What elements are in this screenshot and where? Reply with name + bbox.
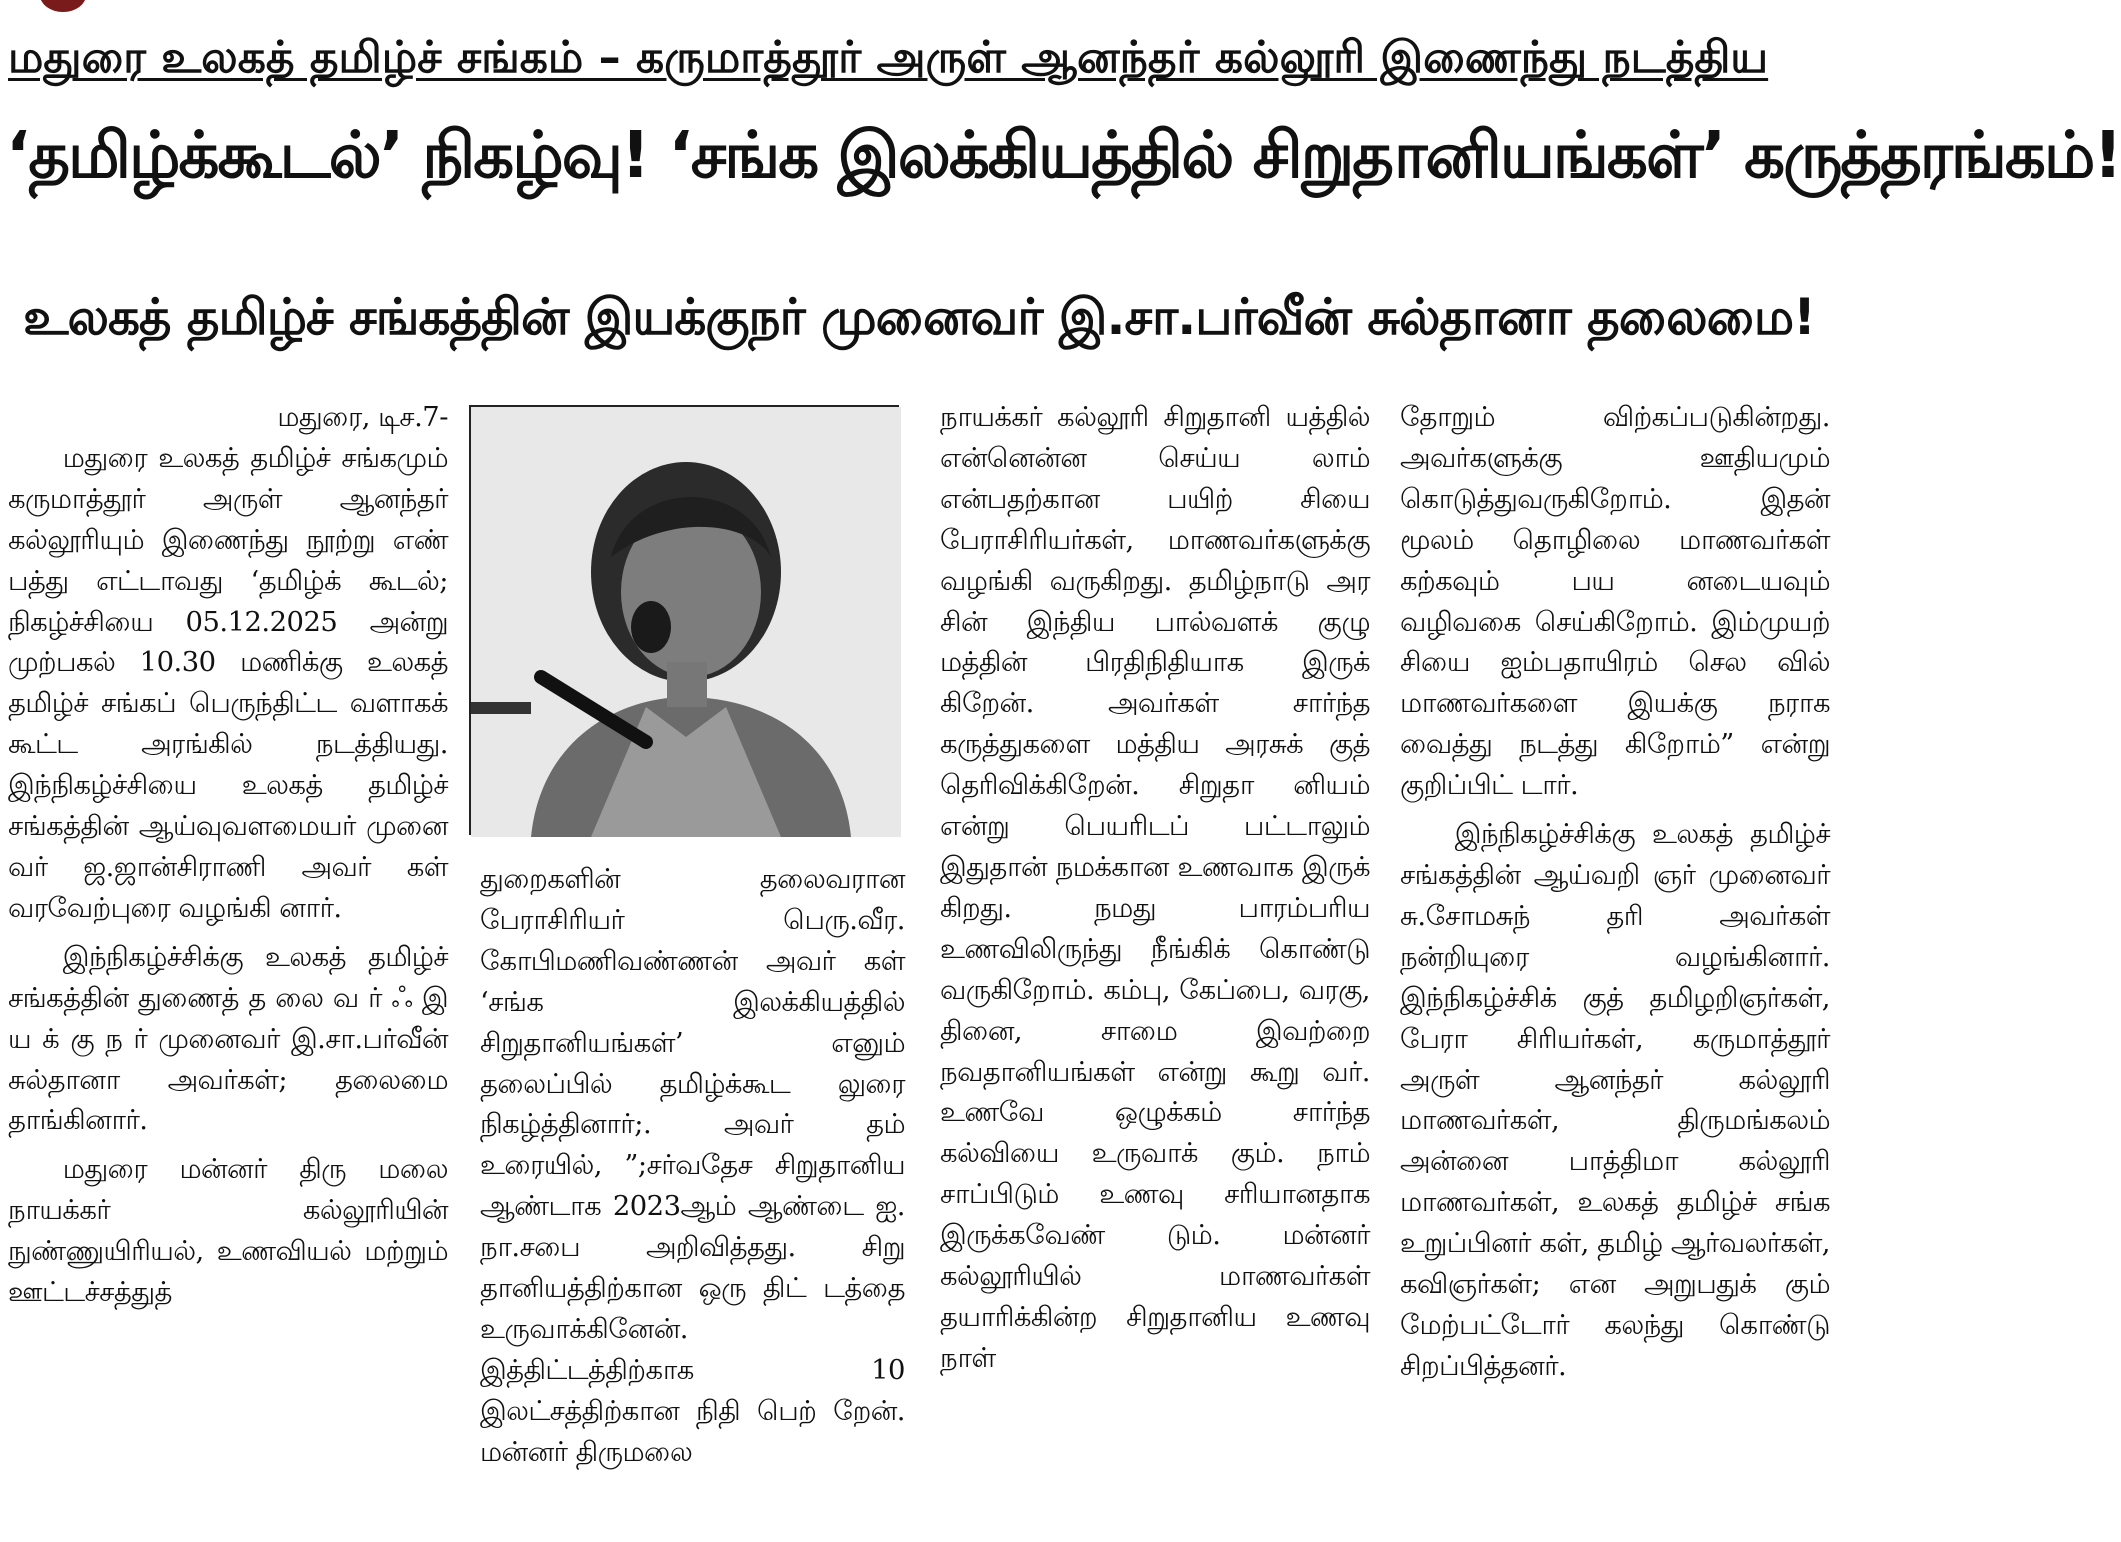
kicker-headline: மதுரை உலகத் தமிழ்ச் சங்கம் – கருமாத்தூர் அருள் ஆனந்தர் கல்லூரி இணைந்து நடத்திய [8, 32, 1769, 83]
paragraph: இந்நிகழ்ச்சிக்கு உலகத் தமிழ்ச் சங்கத்தின் ஆய்வறி ஞர் முனைவர் சு.சோமசுந் தரி அவர்கள் நன்றியுரை வழங்கினார். இந்நிகழ்ச்சிக் குத் தமிழறிஞர்கள், பேரா சிரியர்கள், கருமாத்தூர் அருள் ஆனந்தர் கல்லூரி மாணவர்கள், திருமங்கலம் அன்னை பாத்திமா கல்லூரி மாணவர்கள், உலகத் தமிழ்ச் சங்க உறுப்பினர் கள், தமிழ் ஆர்வலர்கள், கவிஞர்கள்; என அறுபதுக் கும் மேற்பட்டோர் கலந்து கொண்டு சிறப்பித்தனர். [1400, 819, 1830, 1382]
article-column-1 [8, 398, 448, 1322]
sub-headline: உலகத் தமிழ்ச் சங்கத்தின் இயக்குநர் முனைவர் இ.சா.பர்வீன் சுல்தானா தலைமை! [23, 288, 1815, 346]
paragraph: தோறும் விற்கப்படுகின்றது. அவர்களுக்கு ஊதியமும் கொடுத்துவருகிறோம். இதன் மூலம் தொழிலை மாணவர்கள் கற்கவும் பய னடையவும் வழிவகை செய்கிறோம். இம்முயற் சியை ஐம்பதாயிரம் செல வில் மாணவர்களை இயக்கு நராக வைத்து நடத்து கிறோம்” என்று குறிப்பிட் டார். [1400, 402, 1830, 802]
paragraph: இந்நிகழ்ச்சிக்கு உலகத் தமிழ்ச் சங்கத்தின் துணைத் த லை வ ர் ஃ இ ய க் கு ந ர் முனைவர் இ.சா.பர்வீன் சுல்தானா அவர்கள்; தலைமை தாங்கினார். [8, 941, 448, 1137]
paragraph: நாயக்கர் கல்லூரி சிறுதானி யத்தில் என்னென்ன செய்ய லாம் என்பதற்கான பயிற் சியை பேராசிரியர்கள், மாணவர்களுக்கு வழங்கி வருகிறது. தமிழ்நாடு அர சின் இந்திய பால்வளக் குழு மத்தின் பிரதிநிதியாக இருக் கிறேன். அவர்கள் சார்ந்த கருத்துகளை மத்திய அரசுக் குத் தெரிவிக்கிறேன். சிறுதா னியம் என்று பெயரிடப் பட்டாலும் இதுதான் நமக்கான உணவாக இருக் கிறது. நமது பாரம்பரிய உணவிலிருந்து நீங்கிக் கொண்டு வருகிறோம். கம்பு, கேப்பை, வரகு, தினை, சாமை இவற்றை நவதானியங்கள் என்று கூறு வர். உணவே ஒழுக்கம் சார்ந்த கல்வியை உருவாக் கும். நாம் சாப்பிடும் உணவு சரியானதாக இருக்கவேண் டும். மன்னர் கல்லூரியில் மாணவர்கள் தயாரிக்கின்ற சிறுதானிய உணவு நாள் [940, 402, 1370, 1374]
portrait-photo-icon [471, 407, 901, 837]
article-column-4 [1400, 398, 1830, 1396]
paragraph: துறைகளின் தலைவரான பேராசிரியர் பெரு.வீர. கோபிமணிவண்ணன் அவர் கள் ‘சங்க இலக்கியத்தில் சிறுதானியங்கள்’ எனும் தலைப்பில் தமிழ்க்கூட லுரை நிகழ்த்தினார்;. அவர் தம் உரையில், ”;சர்வதேச சிறுதானிய ஆண்டாக 2023ஆம் ஆண்டை ஐ. நா.சபை அறிவித்தது. சிறு தானியத்திற்கான ஒரு திட் டத்தை உருவாக்கினேன். இத்திட்டத்திற்காக 10 இலட்சத்திற்கான நிதி பெற் றேன். மன்னர் திருமலை [480, 864, 905, 1468]
dateline: மதுரை, டிச.7- [277, 402, 448, 433]
paragraph: மதுரை உலகத் தமிழ்ச் சங்கமும் கருமாத்தூர் அருள் ஆனந்தர் கல்லூரியும் இணைந்து நூற்று எண் பத்து எட்டாவது ‘தமிழ்க் கூடல்; நிகழ்ச்சியை 05.12.2025 அன்று முற்பகல் 10.30 மணிக்கு உலகத் தமிழ்ச் சங்கப் பெருந்திட்ட வளாகக் கூட்ட அரங்கில் நடத்தியது. இந்நிகழ்ச்சியை உலகத் தமிழ்ச் சங்கத்தின் ஆய்வுவளமையர் முனை வர் ஜ.ஜான்சிராணி அவர் கள் வரவேற்புரை வழங்கி னார். [8, 442, 448, 924]
paragraph: மதுரை மன்னர் திரு மலை நாயக்கர் கல்லூரியின் நுண்ணுயிரியல், உணவியல் மற்றும் ஊட்டச்சத்துத் [8, 1154, 448, 1309]
logo-icon [40, 0, 86, 12]
article-column-3 [940, 398, 1370, 1388]
main-headline: ‘தமிழ்க்கூடல்’ நிகழ்வு! ‘சங்க இலக்கியத்தில் சிறுதானியங்கள்’ கருத்தரங்கம்! [6, 119, 2121, 193]
portrait-photo [469, 405, 899, 835]
article-column-2 [480, 860, 905, 1482]
